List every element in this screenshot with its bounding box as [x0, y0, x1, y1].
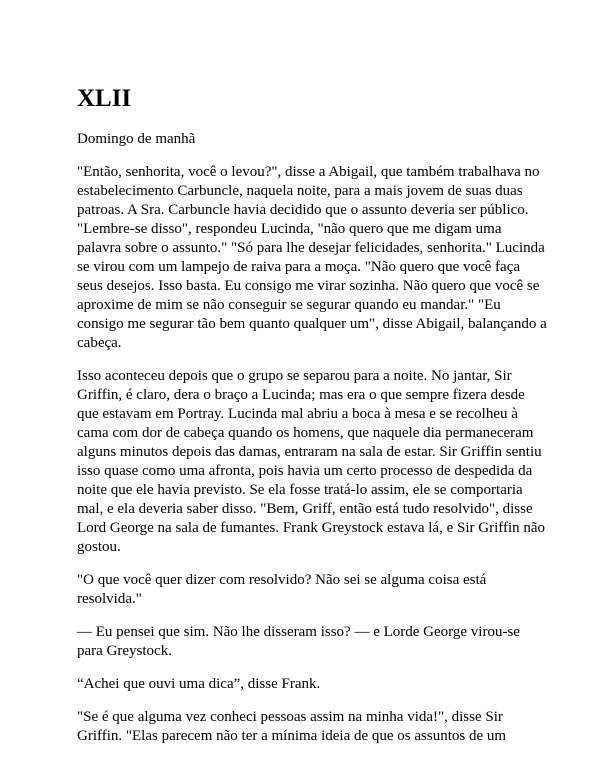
- document-page: [77, 84, 547, 760]
- paragraph: "O que você quer dizer com resolvido? Não sei se alguma coisa está resolvida.": [77, 572, 487, 607]
- paragraph: “Achei que ouvi uma dica”, disse Frank.: [77, 676, 321, 692]
- paragraph: "Se é que alguma vez conheci pessoas assim na minha vida!", disse Sir Griffin. "Elas parecem não ter a mínima ideia de que os assuntos de um: [77, 709, 507, 744]
- paragraph: — Eu pensei que sim. Não lhe disseram isso? — e Lorde George virou-se para Greystock.: [77, 624, 520, 659]
- paragraph: Isso aconteceu depois que o grupo se separou para a noite. No jantar, Sir Griffin, é claro, dera o braço a Lucinda; mas era o que sempre fizera desde que estavam em Portray. Lucinda mal abriu a boca à mesa e se recolheu à cama com dor de cabeça quando os homens, que naquele dia permaneceram alguns minutos depois das damas, entraram na sala de estar. Sir Griffin sentiu isso quase como uma afronta, pois havia um certo processo de despedida da noite que ele havia previsto. Se ela fosse tratá-lo assim, ele se comportaria mal, e ela deveria saber disso. "Bem, Griff, então está tudo resolvido", disse Lord George na sala de fumantes. Frank Greystock estava lá, e Sir Griffin não gostou.: [77, 368, 546, 555]
- chapter-title: XLII: [77, 85, 132, 112]
- paragraph: "Então, senhorita, você o levou?", disse a Abigail, que também trabalhava no estabelecimento Carbuncle, naquela noite, para a mais jovem de suas duas patroas. A Sra. Carbuncle havia decidido que o assunto deveria ser público. "Lembre-se disso", respondeu Lucinda, "não quero que me digam uma palavra sobre o assunto." "Só para lhe desejar felicidades, senhorita." Lucinda se virou com um lampejo de raiva para a moça. "Não quero que você faça seus desejos. Isso basta. Eu consigo me virar sozinha. Não quero que você se aproxime de mim se não conseguir se segurar quando eu mandar." "Eu consigo me segurar tão bem quanto qualquer um", disse Abigail, balançando a cabeça.: [77, 164, 547, 351]
- chapter-subtitle: Domingo de manhã: [77, 131, 196, 147]
